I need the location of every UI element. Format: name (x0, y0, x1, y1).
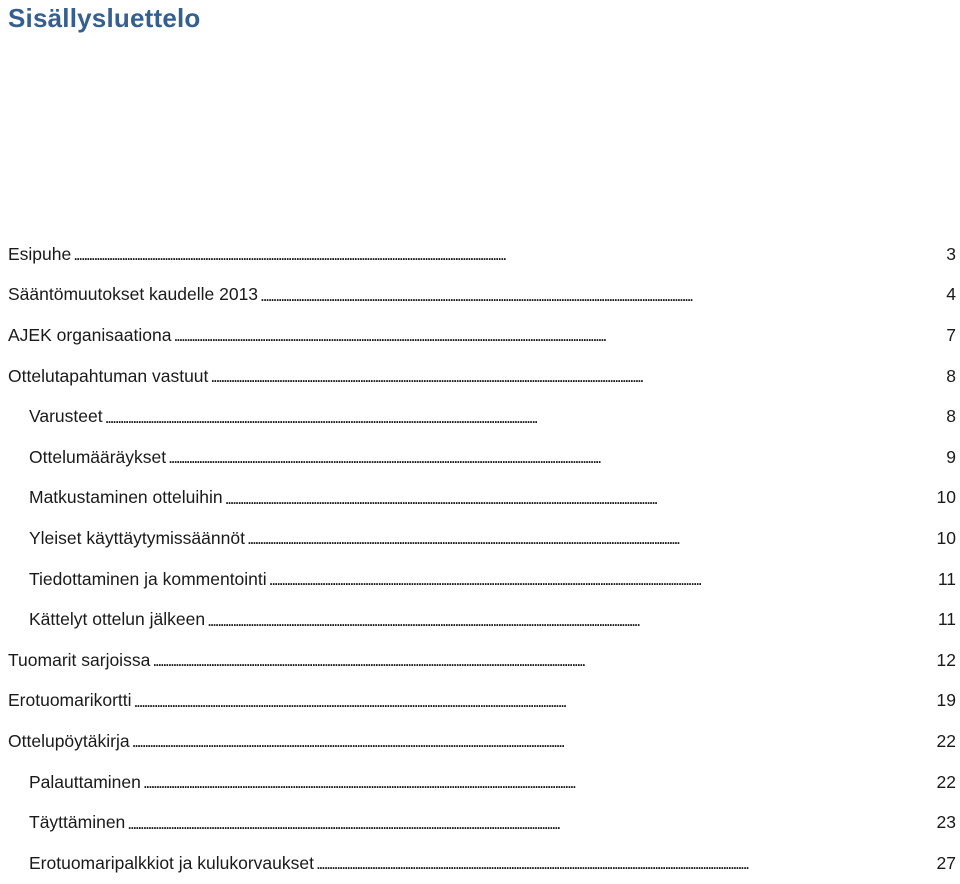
page-title: Sisällysluettelo (8, 3, 201, 33)
toc-subentry[interactable] (0, 843, 960, 884)
toc-entry-page: 4 (946, 284, 956, 305)
table-of-contents (0, 234, 960, 884)
toc-entry-page: 8 (946, 406, 956, 427)
toc-dot-leader (73, 244, 940, 264)
toc-dot-leader (152, 650, 930, 670)
toc-entry-page: 12 (936, 649, 956, 670)
toc-entry-label: Ottelupöytäkirja (8, 730, 130, 751)
toc-entry-label: Kättelyt ottelun jälkeen (29, 609, 206, 630)
toc-subentry[interactable] (0, 437, 960, 478)
toc-entry-label: Matkustaminen otteluihin (29, 487, 223, 508)
toc-subentry[interactable] (0, 478, 960, 519)
toc-entry-label: Erotuomaripalkkiot ja kulukorvaukset (29, 852, 314, 873)
toc-entry-page: 9 (946, 446, 956, 467)
toc-dot-leader (225, 488, 931, 508)
toc-entry-page: 8 (946, 365, 956, 386)
toc-subentry[interactable] (0, 396, 960, 437)
toc-dot-leader (105, 407, 941, 427)
toc-entry[interactable] (0, 234, 960, 275)
toc-entry-label: Ottelutapahtuman vastuut (8, 365, 209, 386)
toc-entry-page: 22 (936, 771, 956, 792)
toc-entry[interactable] (0, 721, 960, 762)
toc-dot-leader (173, 325, 940, 345)
toc-entry-label: Tuomarit sarjoissa (8, 649, 151, 670)
toc-entry-label: Yleiset käyttäytymissäännöt (29, 527, 245, 548)
toc-subentry[interactable] (0, 802, 960, 843)
toc-entry-page: 11 (937, 568, 956, 589)
toc-subentry[interactable] (0, 762, 960, 803)
toc-dot-leader (316, 853, 931, 873)
toc-entry-page: 11 (937, 609, 956, 630)
toc-dot-leader (269, 569, 932, 589)
toc-dot-leader (210, 366, 940, 386)
toc-entry[interactable] (0, 681, 960, 722)
toc-entry-label: Erotuomarikortti (8, 690, 132, 711)
toc-dot-leader (132, 731, 931, 751)
toc-dot-leader (260, 285, 940, 305)
toc-entry[interactable] (0, 275, 960, 316)
toc-entry-page: 27 (936, 852, 956, 873)
toc-entry-page: 10 (936, 487, 956, 508)
toc-entry-page: 10 (936, 527, 956, 548)
toc-entry-label: Sääntömuutokset kaudelle 2013 (8, 284, 259, 305)
toc-dot-leader (143, 772, 931, 792)
toc-subentry[interactable] (0, 559, 960, 600)
toc-dot-leader (247, 528, 931, 548)
toc-entry-label: Tiedottaminen ja kommentointi (29, 568, 267, 589)
toc-entry-page: 3 (946, 243, 956, 264)
toc-entry-page: 19 (936, 690, 956, 711)
toc-entry[interactable] (0, 640, 960, 681)
toc-dot-leader (127, 813, 930, 833)
toc-entry-label: Esipuhe (8, 243, 72, 264)
toc-subentry[interactable] (0, 599, 960, 640)
toc-dot-leader (207, 610, 932, 630)
toc-entry-page: 22 (936, 730, 956, 751)
toc-entry-page: 7 (946, 324, 956, 345)
toc-entry-label: Palauttaminen (29, 771, 141, 792)
toc-entry[interactable] (0, 315, 960, 356)
toc-entry-label: Varusteet (29, 406, 103, 427)
toc-entry-label: Täyttäminen (29, 812, 126, 833)
toc-entry-page: 23 (936, 812, 956, 833)
toc-subentry[interactable] (0, 518, 960, 559)
toc-entry-label: Ottelumääräykset (29, 446, 167, 467)
toc-dot-leader (134, 691, 931, 711)
toc-entry-label: AJEK organisaationa (8, 324, 172, 345)
toc-dot-leader (168, 447, 940, 467)
toc-entry[interactable] (0, 356, 960, 397)
